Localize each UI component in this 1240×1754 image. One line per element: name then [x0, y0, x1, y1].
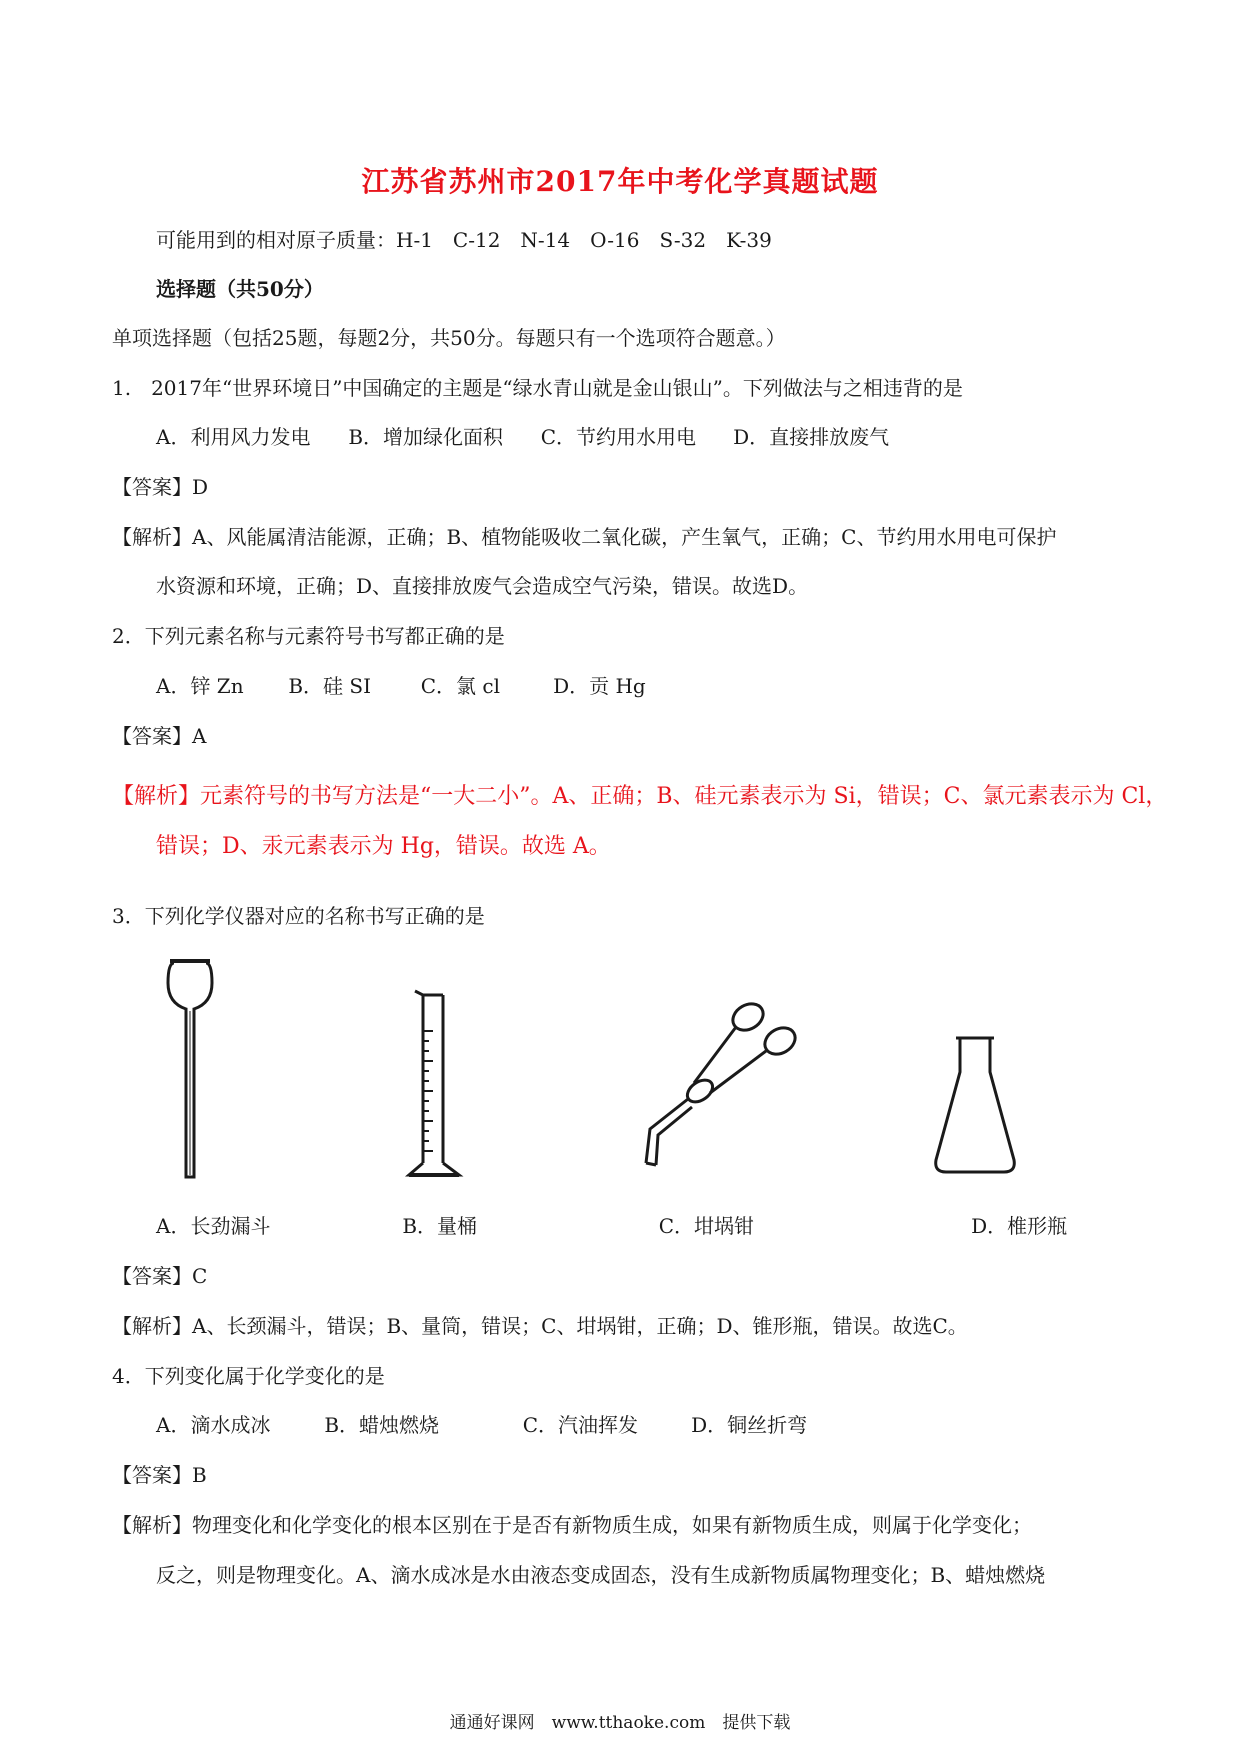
q4-option-c: C．汽油挥发 — [522, 1413, 639, 1437]
q1-option-b: B．增加绿化面积 — [348, 425, 504, 449]
q2-analysis-line2: 错误；D、汞元素表示为 Hg，错误。故选 A。 — [156, 834, 611, 859]
q3-stem: 3．下列化学仪器对应的名称书写正确的是 — [112, 904, 485, 928]
crucible-tongs-icon — [640, 995, 810, 1175]
q1-option-c: C．节约用水用电 — [540, 425, 697, 449]
q1-option-d: D．直接排放废气 — [733, 425, 890, 449]
page-title: 江苏省苏州市2017年中考化学真题试题 — [361, 165, 879, 198]
q1-options — [156, 427, 889, 447]
q1-option-a: A．利用风力发电 — [156, 425, 311, 449]
q3-option-a: A．长劲漏斗 — [156, 1214, 271, 1238]
q4-stem: 4．下列变化属于化学变化的是 — [112, 1364, 385, 1388]
q4-option-a: A．滴水成冰 — [156, 1413, 271, 1437]
q3-option-b: B．量桶 — [402, 1214, 478, 1238]
funnel-icon — [160, 955, 220, 1185]
q1-stem: 1. 2017年“世界环境日”中国确定的主题是“绿水青山就是金山银山”。下列做法与之相违背的是 — [112, 376, 963, 400]
footer: 通通好课网 www.tthaoke.com 提供下载 — [449, 1713, 791, 1733]
q3-analysis: 【解析】A、长颈漏斗，错误；B、量筒，错误；C、坩埚钳，正确；D、锥形瓶，错误。故选C。 — [112, 1314, 968, 1338]
q2-option-c: C．氯 cl — [420, 674, 500, 698]
conical-flask-icon — [930, 1032, 1020, 1182]
q4-analysis-line2: 反之，则是物理变化。A、滴水成冰是水由液态变成固态，没有生成新物质属物理变化；B、蜡烛燃烧 — [156, 1563, 1046, 1587]
q1-analysis-line2: 水资源和环境，正确；D、直接排放废气会造成空气污染，错误。故选D。 — [156, 574, 809, 598]
q2-analysis-line1: 【解析】元素符号的书写方法是“一大二小”。A、正确；B、硅元素表示为 Si，错误；C、氯元素表示为 Cl， — [112, 784, 1168, 809]
q4-options — [156, 1415, 807, 1435]
q3-option-d: D．椎形瓶 — [971, 1214, 1068, 1238]
q4-analysis-line1: 【解析】物理变化和化学变化的根本区别在于是否有新物质生成，如果有新物质生成，则属于化学变化； — [112, 1513, 1032, 1537]
section-intro: 单项选择题（包括25题，每题2分，共50分。每题只有一个选项符合题意。） — [112, 326, 786, 350]
section-heading: 选择题（共50分） — [156, 277, 324, 301]
q4-option-d: D．铜丝折弯 — [691, 1413, 808, 1437]
atomic-masses: 可能用到的相对原子质量：H-1 C-12 N-14 O-16 S-32 K-39 — [156, 228, 772, 252]
q1-analysis-line1: 【解析】A、风能属清洁能源，正确；B、植物能吸收二氧化碳，产生氧气，正确；C、节约用水用电可保护 — [112, 525, 1057, 549]
q2-answer: 【答案】A — [112, 724, 207, 748]
q3-options — [156, 1216, 1067, 1236]
q2-stem: 2．下列元素名称与元素符号书写都正确的是 — [112, 624, 505, 648]
q4-answer: 【答案】B — [112, 1463, 207, 1487]
q2-option-b: B．硅 SI — [288, 674, 372, 698]
q3-option-c: C．坩埚钳 — [658, 1214, 755, 1238]
q2-option-d: D．贡 Hg — [553, 674, 646, 698]
q3-answer: 【答案】C — [112, 1264, 208, 1288]
q2-options — [156, 676, 646, 696]
q2-option-a: A．锌 Zn — [156, 674, 244, 698]
q1-answer: 【答案】D — [112, 475, 209, 499]
q4-option-b: B．蜡烛燃烧 — [324, 1413, 440, 1437]
graduated-cylinder-icon — [395, 985, 465, 1185]
